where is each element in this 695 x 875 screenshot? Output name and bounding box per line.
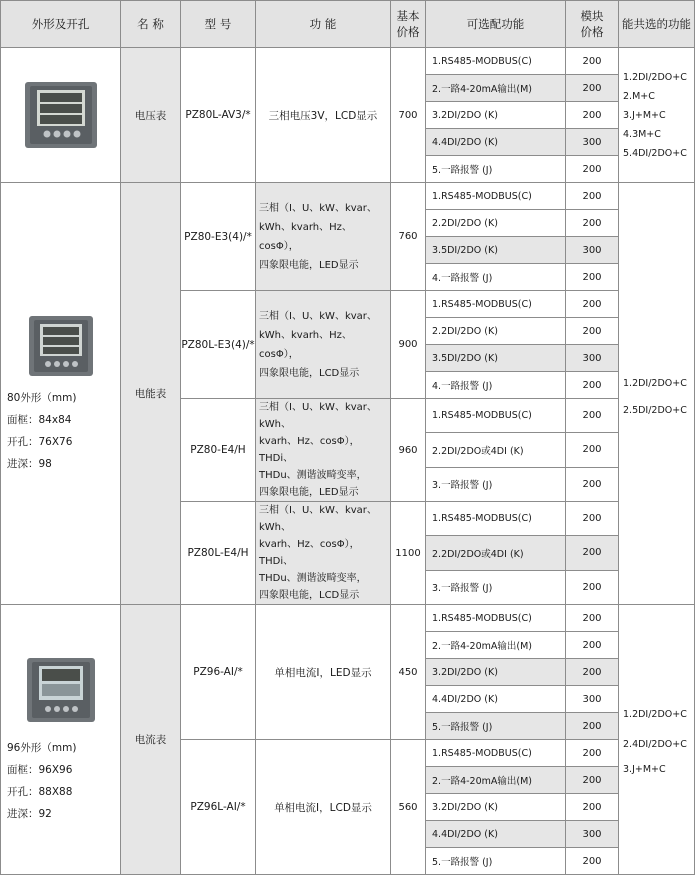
- voltage-option: 3.2DI/2DO (K): [426, 102, 566, 129]
- voltage-common-item: 5.4DI/2DO+C: [623, 147, 687, 159]
- current-option-price: 200: [566, 740, 619, 767]
- energy-option: 3.一路报警 (J): [426, 570, 566, 604]
- energy-function: [256, 291, 391, 399]
- energy-option-price: 200: [566, 399, 619, 433]
- energy-function-line: THDu、测谐波畸变率，: [259, 470, 367, 481]
- header-module-price-line1: 模块: [580, 9, 604, 23]
- energy-function-line: 四象限电能，LED显示: [259, 259, 359, 271]
- voltage-price: 700: [391, 48, 426, 183]
- voltage-model: PZ80L-AV3/*: [181, 48, 256, 183]
- energy-option-price: 200: [566, 570, 619, 604]
- current-common-item: 3.J+M+C: [623, 764, 666, 775]
- current-option: 1.RS485-MODBUS(C): [426, 605, 566, 632]
- current-common-item: 2.4DI/2DO+C: [623, 739, 687, 750]
- energy-price: 900: [391, 291, 426, 399]
- voltage-common-item: 2.M+C: [623, 90, 655, 102]
- energy-option-price: 200: [566, 291, 619, 318]
- energy-option: 3.5DI/2DO (K): [426, 345, 566, 372]
- header-name: 名 称: [121, 1, 181, 48]
- energy-info-line: 开孔：76X76: [7, 435, 73, 448]
- current-info-line: 96外形（mm): [7, 741, 77, 754]
- current-model: PZ96-AI/*: [181, 605, 256, 740]
- current-info-line: 开孔：88X88: [7, 785, 73, 798]
- energy-option: 4.一路报警 (J): [426, 372, 566, 399]
- energy-option: 4.一路报警 (J): [426, 264, 566, 291]
- energy-meter-cell: [1, 183, 121, 605]
- energy-function-line: kvarh、Hz、cosΦ），THDi、: [259, 539, 360, 567]
- current-option: 5.一路报警 (J): [426, 713, 566, 740]
- current-option-price: 200: [566, 713, 619, 740]
- energy-option-price: 200: [566, 372, 619, 399]
- energy-info-line: 80外形（mm): [7, 391, 77, 404]
- energy-model: PZ80L-E4/H: [181, 502, 256, 605]
- current-info-line: 面框：96X96: [7, 763, 73, 776]
- energy-function-line: 四象限电能，LCD显示: [259, 367, 360, 379]
- energy-name: 电能表: [121, 183, 181, 605]
- current-function: 单相电流I，LCD显示: [256, 740, 391, 875]
- voltage-option-price: 200: [566, 102, 619, 129]
- energy-function-line: 三相（I、U、kW、kvar、: [259, 310, 377, 322]
- current-info-line: 进深：92: [7, 807, 52, 820]
- energy-price: 1100: [391, 502, 426, 605]
- current-common: [619, 605, 695, 875]
- energy-common-item: 2.5DI/2DO+C: [623, 405, 687, 416]
- energy-info: [1, 387, 120, 475]
- current-option: 5.一路报警 (J): [426, 848, 566, 875]
- current-option-price: 200: [566, 767, 619, 794]
- voltage-common-item: 3.J+M+C: [623, 109, 666, 121]
- voltage-common-item: 4.3M+C: [623, 128, 661, 140]
- voltage-meter-image: [21, 78, 101, 152]
- current-model: PZ96L-AI/*: [181, 740, 256, 875]
- voltage-common: [619, 48, 695, 183]
- voltage-option: 2.一路4-20mA输出(M): [426, 75, 566, 102]
- current-option-price: 300: [566, 686, 619, 713]
- voltage-option: 1.RS485-MODBUS(C): [426, 48, 566, 75]
- energy-option-price: 200: [566, 318, 619, 345]
- energy-meter-image: [26, 313, 96, 379]
- current-option: 4.4DI/2DO (K): [426, 821, 566, 848]
- energy-function-line: 三相（I、U、kW、kvar、kWh、: [259, 505, 377, 533]
- voltage-option-price: 200: [566, 156, 619, 183]
- energy-option: 1.RS485-MODBUS(C): [426, 399, 566, 433]
- header-module-price-line2: 价格: [580, 25, 604, 39]
- voltage-common-item: 1.2DI/2DO+C: [623, 71, 687, 83]
- header-model: 型 号: [181, 1, 256, 48]
- header-base-price-line1: 基本: [396, 9, 420, 23]
- current-option: 2.一路4-20mA输出(M): [426, 767, 566, 794]
- energy-model: PZ80-E3(4)/*: [181, 183, 256, 291]
- header-row: [1, 1, 695, 48]
- energy-option-price: 300: [566, 345, 619, 372]
- energy-function-line: 四象限电能，LCD显示: [259, 590, 360, 601]
- energy-option: 2.2DI/2DO (K): [426, 318, 566, 345]
- energy-function-line: kvarh、Hz、cosΦ），THDi、: [259, 436, 360, 464]
- energy-option-price: 200: [566, 433, 619, 467]
- voltage-function: 三相电压3V，LCD显示: [256, 48, 391, 183]
- voltage-meter-image-cell: [1, 48, 121, 183]
- voltage-option-price: 200: [566, 75, 619, 102]
- energy-function-line: THDu、测谐波畸变率，: [259, 573, 367, 584]
- energy-price: 760: [391, 183, 426, 291]
- energy-function: [256, 399, 391, 502]
- energy-info-line: 面框：84x84: [7, 413, 72, 426]
- current-name: 电流表: [121, 605, 181, 875]
- energy-model: PZ80-E4/H: [181, 399, 256, 502]
- energy-option-price: 200: [566, 264, 619, 291]
- header-appearance: 外形及开孔: [1, 1, 121, 48]
- current-price: 450: [391, 605, 426, 740]
- voltage-option: 5.一路报警 (J): [426, 156, 566, 183]
- header-base-price: [391, 1, 426, 48]
- current-option: 4.4DI/2DO (K): [426, 686, 566, 713]
- header-common: 能共选的功能: [619, 1, 695, 48]
- energy-function-line: kWh、kvarh、Hz、cosΦ），: [259, 329, 352, 360]
- energy-option: 2.2DI/2DO或4DI (K): [426, 536, 566, 570]
- header-options: 可选配功能: [426, 1, 566, 48]
- energy-option-price: 200: [566, 502, 619, 536]
- energy-option: 1.RS485-MODBUS(C): [426, 291, 566, 318]
- energy-function: [256, 502, 391, 605]
- energy-model: PZ80L-E3(4)/*: [181, 291, 256, 399]
- energy-function-line: 三相（I、U、kW、kvar、kWh、: [259, 402, 377, 430]
- energy-option-price: 200: [566, 210, 619, 237]
- energy-option: 3.5DI/2DO (K): [426, 237, 566, 264]
- current-option: 3.2DI/2DO (K): [426, 794, 566, 821]
- voltage-name: 电压表: [121, 48, 181, 183]
- current-info: [1, 737, 120, 825]
- current-option-price: 200: [566, 659, 619, 686]
- energy-option-price: 200: [566, 183, 619, 210]
- voltage-option: 4.4DI/2DO (K): [426, 129, 566, 156]
- energy-option-price: 200: [566, 536, 619, 570]
- energy-option-price: 300: [566, 237, 619, 264]
- current-option-price: 200: [566, 848, 619, 875]
- energy-option: 2.2DI/2DO或4DI (K): [426, 433, 566, 467]
- current-option-price: 200: [566, 794, 619, 821]
- voltage-option-price: 300: [566, 129, 619, 156]
- voltage-option-price: 200: [566, 48, 619, 75]
- current-option: 1.RS485-MODBUS(C): [426, 740, 566, 767]
- energy-option-price: 200: [566, 467, 619, 501]
- header-function: 功 能: [256, 1, 391, 48]
- header-module-price: [566, 1, 619, 48]
- energy-option: 1.RS485-MODBUS(C): [426, 183, 566, 210]
- energy-function-line: 三相（I、U、kW、kvar、: [259, 202, 377, 214]
- current-meter-image: [24, 655, 98, 725]
- header-base-price-line2: 价格: [396, 25, 420, 39]
- current-common-item: 1.2DI/2DO+C: [623, 709, 687, 720]
- current-option: 3.2DI/2DO (K): [426, 659, 566, 686]
- energy-common-item: 1.2DI/2DO+C: [623, 378, 687, 389]
- current-option-price: 200: [566, 632, 619, 659]
- energy-option: 1.RS485-MODBUS(C): [426, 502, 566, 536]
- energy-info-line: 进深：98: [7, 457, 52, 470]
- energy-common: [619, 183, 695, 605]
- current-option-price: 300: [566, 821, 619, 848]
- energy-function-line: kWh、kvarh、Hz、cosΦ），: [259, 221, 352, 252]
- current-price: 560: [391, 740, 426, 875]
- energy-price: 960: [391, 399, 426, 502]
- current-option-price: 200: [566, 605, 619, 632]
- energy-function: [256, 183, 391, 291]
- current-meter-cell: [1, 605, 121, 875]
- current-function: 单相电流I，LED显示: [256, 605, 391, 740]
- current-option: 2.一路4-20mA输出(M): [426, 632, 566, 659]
- energy-option: 3.一路报警 (J): [426, 467, 566, 501]
- energy-function-line: 四象限电能，LED显示: [259, 487, 359, 498]
- energy-option: 2.2DI/2DO (K): [426, 210, 566, 237]
